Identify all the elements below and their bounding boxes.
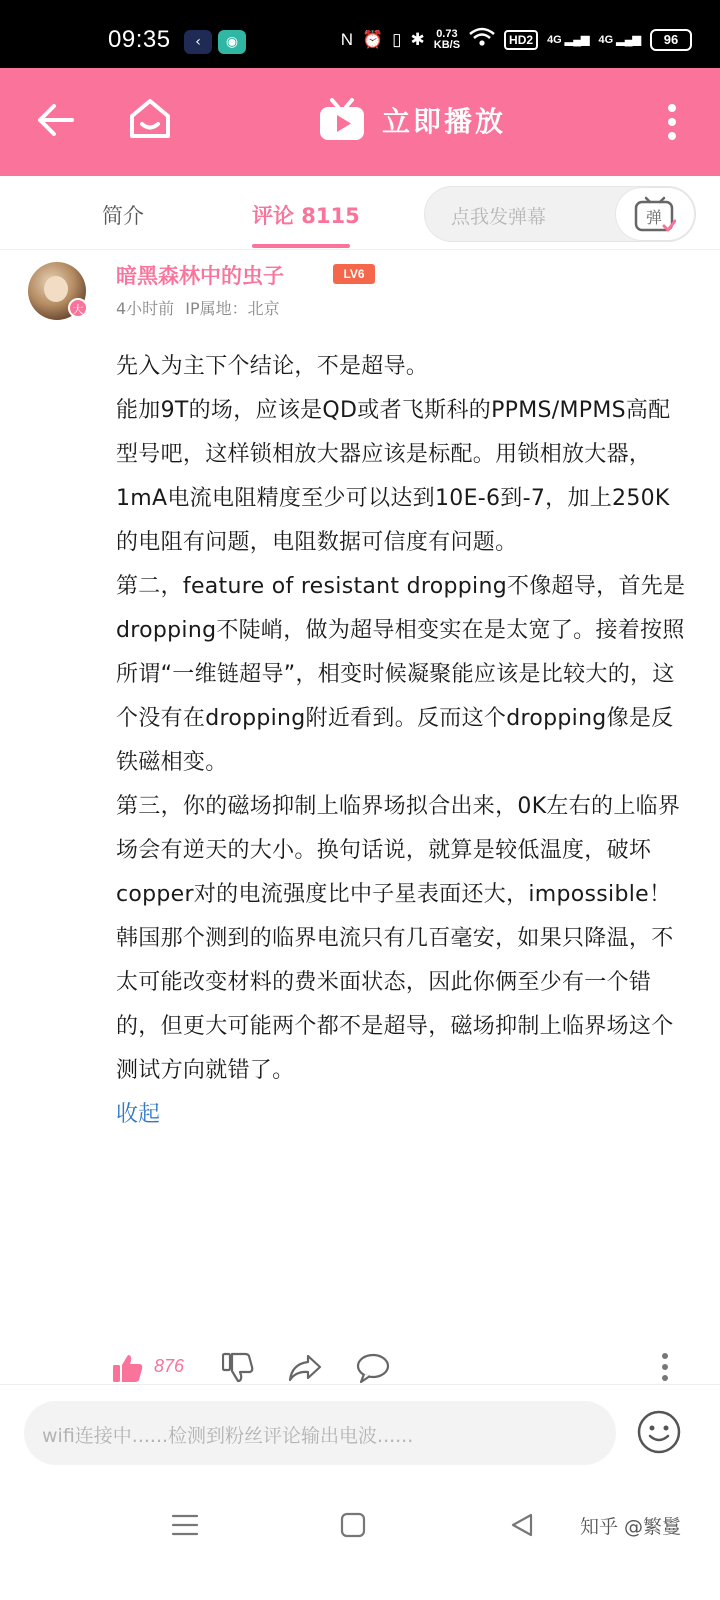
app-notification-icon: ‹ <box>184 30 212 54</box>
wifi-icon <box>469 27 495 52</box>
tab-bar <box>0 176 720 250</box>
zhihu-watermark: 知乎 @繁鬘 <box>580 1516 682 1538</box>
status-time: 09:35 <box>108 26 171 53</box>
danmaku-input-box[interactable] <box>424 186 696 242</box>
comment-meta <box>116 296 280 319</box>
comment-time: 4小时前 <box>116 299 175 318</box>
hd-voice-badge: HD2 <box>504 30 538 50</box>
tab-comments[interactable]: 评论 8115 <box>252 204 360 228</box>
comment-actions <box>112 1348 682 1388</box>
alarm-icon: ⏰ <box>361 29 384 49</box>
emoji-icon[interactable] <box>636 1409 682 1455</box>
danmaku-toggle-button[interactable] <box>615 187 695 241</box>
avatar-badge: 大 <box>68 298 88 318</box>
comment-paragraph: 第二，feature of resistant dropping不像超导，首先是dropping不陡峭，做为超导相变实在是太宽了。接着按照所谓“一维链超导”，相变时候凝聚能应该是比较大的，这个没有在dropping附近看到。反而这个dropping像是反铁磁相变。 <box>116 574 686 775</box>
tv-play-icon <box>318 98 366 142</box>
danmaku-button-label: 弹 <box>645 208 663 227</box>
reply-comment-icon[interactable] <box>356 1352 390 1384</box>
nav-back-triangle-icon[interactable] <box>510 1512 534 1538</box>
collapse-link[interactable]: 收起 <box>116 1102 161 1127</box>
tab-intro[interactable]: 简介 <box>102 204 144 228</box>
nav-home-square-icon[interactable] <box>340 1512 366 1538</box>
like-count: 876 <box>154 1356 185 1376</box>
bluetooth-icon: ✱ <box>410 29 425 49</box>
danmaku-input[interactable]: 点我发弹幕 <box>451 206 547 228</box>
comment-ip-location: IP属地：北京 <box>185 299 280 318</box>
comment-body <box>116 345 686 1137</box>
play-now-button[interactable] <box>318 98 506 142</box>
recent-apps-menu-icon[interactable] <box>170 1512 200 1538</box>
play-now-label: 立即播放 <box>382 105 507 138</box>
active-tab-indicator <box>252 244 350 248</box>
signal-strength-1: 4G ▂▄▆ <box>547 34 590 46</box>
comment-paragraph: 第三，你的磁场抑制上临界场拟合出来，0K左右的上临界场会有逆天的大小。换句话说，就算是较低温度，破坏copper对的电流强度比中子星表面还大，impossible！韩国那个测到的临界电流只有几百毫安，如果只降温，不太可能改变材料的费米面状态，因此你俩至少有一个错的，但更大可能两个都不是超导，磁场抑制上临界场这个测试方向就错了。 <box>116 794 681 1083</box>
reply-input[interactable]: wifi连接中......检测到粉丝评论输出电波...... <box>24 1401 616 1465</box>
signal-strength-2: 4G ▂▄▆ <box>598 34 641 46</box>
chat-notification-icon: ◉ <box>218 30 246 54</box>
avatar-face <box>44 276 68 302</box>
user-level-badge: LV6 <box>333 264 375 284</box>
status-bar <box>0 0 720 68</box>
danmaku-icon <box>634 196 676 234</box>
dislike-thumb-down-icon[interactable] <box>222 1352 254 1384</box>
nfc-icon: N <box>340 29 353 49</box>
status-icons <box>341 27 692 52</box>
more-options-icon[interactable] <box>668 104 676 140</box>
video-header <box>0 68 720 176</box>
vibrate-icon: ▯ <box>392 29 402 49</box>
comment-paragraph: 先入为主下个结论，不是超导。 <box>116 354 429 379</box>
reply-bar <box>0 1384 720 1484</box>
system-nav-bar <box>0 1484 720 1600</box>
comment-username[interactable]: 暗黑森林中的虫子 <box>116 264 284 288</box>
like-thumb-up-icon[interactable] <box>112 1352 144 1384</box>
comment-paragraph: 能加9T的场，应该是QD或者飞斯科的PPMS/MPMS高配型号吧，这样锁相放大器应该是标配。用锁相放大器，1mA电流电阻精度至少可以达到10E-6到-7，加上250K的电阻有问题，电阻数据可信度有问题。 <box>116 398 671 555</box>
battery-indicator: 96 <box>650 29 692 51</box>
back-arrow-icon[interactable] <box>36 100 76 140</box>
network-speed: 0.73 KB/S <box>433 27 461 51</box>
share-icon[interactable] <box>288 1352 322 1384</box>
home-icon[interactable] <box>128 96 172 140</box>
comment-more-icon[interactable] <box>661 1352 669 1382</box>
